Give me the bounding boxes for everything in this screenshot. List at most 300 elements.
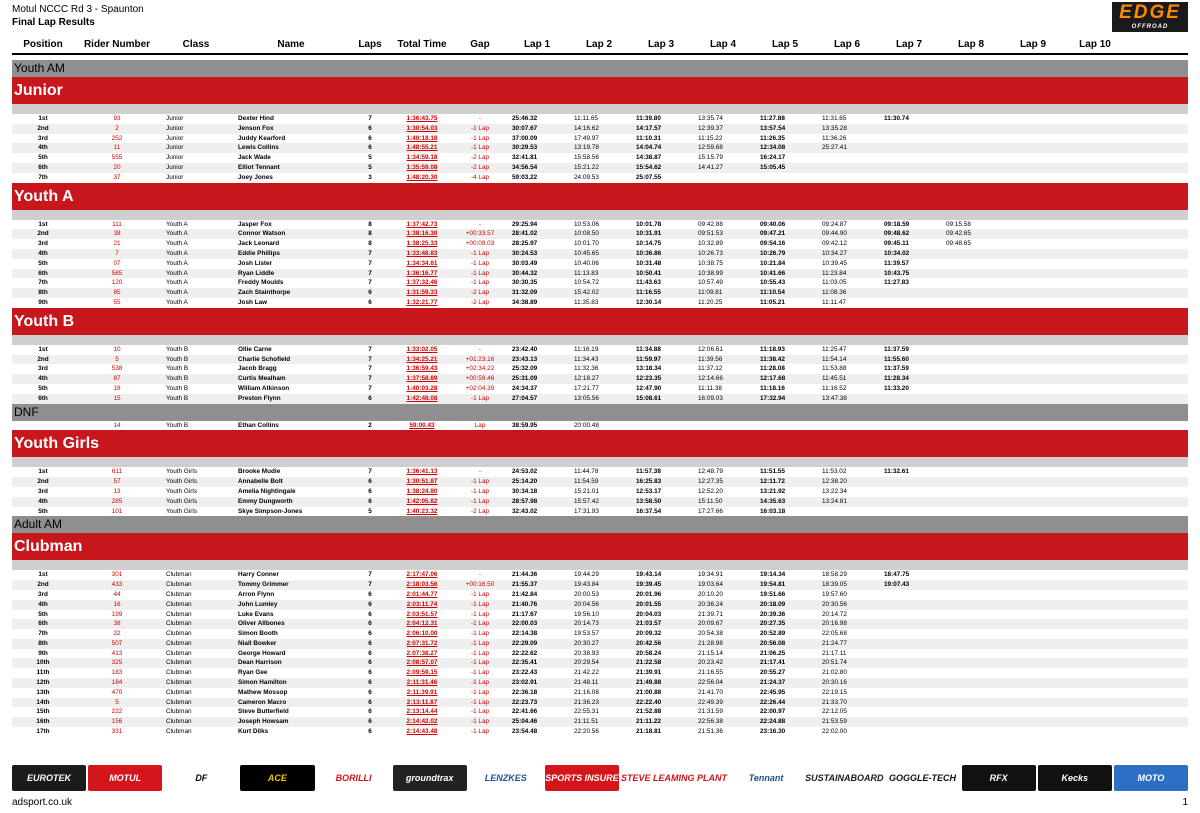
cell-name: Amelia Nightingale bbox=[238, 487, 296, 495]
cell-lap-5: 09:47.21 bbox=[760, 230, 786, 238]
cell-gap: -4 Lap bbox=[470, 173, 490, 181]
cell-lap-2: 11:44.78 bbox=[574, 468, 599, 476]
cell-name: Emmy Dungworth bbox=[238, 497, 293, 505]
cell-lap-1: 21:55.37 bbox=[512, 581, 538, 589]
cell-lap-5: 13:21.92 bbox=[760, 487, 786, 495]
cell-name: Jasper Fox bbox=[238, 220, 272, 228]
cell-lap-8 bbox=[940, 658, 1002, 668]
cell-lap-7: 09:18.59 bbox=[884, 220, 910, 228]
result-row bbox=[12, 394, 1188, 404]
cell-lap-3: 13:18.34 bbox=[636, 365, 662, 373]
cell-lap-1: 22:36.18 bbox=[512, 688, 538, 696]
cell-position: 6th bbox=[38, 163, 48, 171]
cell-name: Annabelle Bolt bbox=[238, 478, 283, 486]
cell-lap-1: 22:14.38 bbox=[512, 630, 538, 638]
cell-lap-8 bbox=[940, 487, 1002, 497]
cell-lap-4: 21:31.59 bbox=[698, 708, 723, 716]
cell-lap-10 bbox=[1064, 421, 1126, 431]
cell-rider-number: 222 bbox=[111, 708, 123, 716]
cell-gap: +02:34.22 bbox=[465, 365, 495, 373]
cell-lap-5: 22:00.97 bbox=[760, 708, 786, 716]
cell-lap-5: 22:45.95 bbox=[760, 688, 786, 696]
cell-lap-4: 12:39.37 bbox=[698, 124, 723, 132]
cell-rider-number: 156 bbox=[111, 718, 123, 726]
cell-lap-10 bbox=[1064, 364, 1126, 374]
cell-name: Tommy Grimmer bbox=[238, 581, 289, 589]
column-header: Lap 10 bbox=[1079, 39, 1111, 50]
cell-lap-6: 21:53.59 bbox=[822, 718, 847, 726]
edge-offroad-logo bbox=[1112, 2, 1188, 32]
result-row bbox=[12, 374, 1188, 384]
cell-lap-5: 11:38.42 bbox=[760, 355, 785, 363]
cell-lap-5: 11:26.35 bbox=[760, 134, 785, 142]
cell-lap-10 bbox=[1064, 288, 1126, 298]
cell-position: 17th bbox=[36, 728, 50, 736]
cell-name: Luke Evans bbox=[238, 610, 274, 618]
cell-lap-5: 21:06.25 bbox=[760, 649, 786, 657]
class-heading: Junior bbox=[12, 77, 1188, 104]
cell-lap-6: 21:33.70 bbox=[822, 698, 847, 706]
cell-lap-8 bbox=[940, 384, 1002, 394]
cell-lap-3: 12:30.14 bbox=[636, 298, 662, 306]
cell-name: Josh Law bbox=[238, 298, 268, 306]
cell-lap-4: 12:52.20 bbox=[698, 487, 723, 495]
cell-rider-number: 507 bbox=[111, 639, 123, 647]
cell-lap-7 bbox=[878, 507, 940, 517]
cell-position: 5th bbox=[38, 507, 48, 515]
sponsor-logo: LENZKES bbox=[469, 765, 543, 791]
cell-lap-1: 25:46.32 bbox=[512, 115, 538, 122]
cell-total-time: 1:36:43.75 bbox=[406, 115, 438, 122]
cell-lap-6: 20:30.56 bbox=[822, 600, 847, 608]
cell-lap-7 bbox=[878, 707, 940, 717]
cell-lap-4: 12:06.61 bbox=[698, 345, 723, 353]
cell-lap-10 bbox=[1064, 717, 1126, 727]
class-heading: Youth B bbox=[12, 308, 1188, 335]
cell-lap-10 bbox=[1064, 239, 1126, 249]
cell-position: 5th bbox=[38, 154, 48, 162]
cell-lap-9 bbox=[1002, 507, 1064, 517]
event-title: Motul NCCC Rd 3 - Spaunton bbox=[12, 4, 144, 15]
cell-lap-8: 09:48.65 bbox=[946, 240, 971, 248]
cell-lap-9 bbox=[1002, 629, 1064, 639]
cell-lap-5: 12:34.08 bbox=[760, 144, 786, 152]
cell-lap-7: 10:43.75 bbox=[884, 269, 910, 277]
class-heading: Youth Girls bbox=[12, 430, 1188, 457]
cell-lap-9 bbox=[1002, 580, 1064, 590]
cell-position: 5th bbox=[38, 259, 48, 267]
cell-rider-number: 5 bbox=[115, 698, 119, 706]
result-row bbox=[12, 220, 1188, 230]
cell-total-time: 1:33:02.05 bbox=[406, 345, 438, 353]
cell-lap-7 bbox=[878, 497, 940, 507]
cell-lap-8 bbox=[940, 364, 1002, 374]
cell-lap-5: 19:14.34 bbox=[760, 571, 786, 579]
sponsor-logo: SUSTAINABOARD bbox=[805, 765, 883, 791]
cell-total-time: 2:14:42.02 bbox=[406, 718, 438, 726]
cell-lap-2: 21:16.08 bbox=[574, 688, 599, 696]
cell-lap-5: 20:55.27 bbox=[760, 669, 786, 677]
cell-laps: 6 bbox=[368, 394, 372, 402]
cell-lap-10 bbox=[1064, 610, 1126, 620]
cell-lap-6: 11:23.84 bbox=[822, 269, 847, 277]
sponsor-logo: STEVE LEAMING PLANT bbox=[621, 765, 727, 791]
cell-lap-6 bbox=[816, 507, 878, 517]
cell-gap: -1 Lap bbox=[470, 478, 490, 486]
cell-lap-8 bbox=[940, 134, 1002, 144]
result-row bbox=[12, 229, 1188, 239]
cell-lap-8 bbox=[940, 477, 1002, 487]
cell-lap-1: 30:30.35 bbox=[512, 279, 538, 287]
class-heading: Youth A bbox=[12, 183, 1188, 210]
cell-total-time: 2:07:31.72 bbox=[406, 639, 438, 647]
cell-lap-9 bbox=[1002, 153, 1064, 163]
cell-total-time: 1:42:05.82 bbox=[406, 497, 438, 505]
result-row bbox=[12, 153, 1188, 163]
cell-rider-number: 538 bbox=[111, 365, 123, 373]
cell-laps: 5 bbox=[368, 154, 372, 162]
cell-lap-1: 22:41.66 bbox=[512, 708, 538, 716]
cell-gap: -1 Lap bbox=[470, 688, 490, 696]
cell-lap-5: 12:11.72 bbox=[760, 478, 785, 486]
cell-lap-8 bbox=[940, 143, 1002, 153]
cell-position: 2nd bbox=[37, 230, 49, 238]
result-row bbox=[12, 163, 1188, 173]
cell-lap-9 bbox=[1002, 239, 1064, 249]
cell-lap-4: 21:51.36 bbox=[698, 728, 723, 736]
cell-lap-10 bbox=[1064, 259, 1126, 269]
cell-laps: 6 bbox=[368, 679, 372, 687]
cell-lap-3: 16:25.83 bbox=[636, 478, 662, 486]
cell-lap-9 bbox=[1002, 163, 1064, 173]
result-row bbox=[12, 134, 1188, 144]
cell-lap-4: 14:41.27 bbox=[698, 163, 723, 171]
cell-lap-7 bbox=[878, 610, 940, 620]
cell-lap-10 bbox=[1064, 570, 1126, 580]
result-row bbox=[12, 698, 1188, 708]
cell-lap-10 bbox=[1064, 629, 1126, 639]
cell-name: Harry Conner bbox=[238, 571, 279, 579]
cell-name: Ryan Liddle bbox=[238, 269, 275, 277]
cell-lap-6: 11:03.05 bbox=[822, 279, 847, 287]
cell-lap-2: 11:35.83 bbox=[574, 298, 599, 306]
cell-total-time: 59:00.43 bbox=[409, 421, 435, 429]
cell-lap-2: 17:49.97 bbox=[574, 134, 599, 142]
cell-gap: -1 Lap bbox=[470, 279, 490, 287]
cell-lap-7 bbox=[878, 421, 940, 431]
cell-laps: 7 bbox=[368, 365, 372, 373]
cell-lap-4: 20:09.67 bbox=[698, 620, 723, 628]
cell-rider-number: 2 bbox=[115, 124, 119, 132]
cell-lap-1: 24:34.37 bbox=[512, 384, 538, 392]
category-heading: Adult AM bbox=[12, 516, 1188, 533]
cell-class: Youth B bbox=[166, 345, 189, 353]
cell-lap-4: 11:37.12 bbox=[698, 365, 723, 373]
cell-lap-8 bbox=[940, 269, 1002, 279]
cell-total-time: 1:37:58.89 bbox=[406, 375, 438, 383]
cell-position: 1st bbox=[38, 220, 48, 228]
cell-lap-8 bbox=[940, 727, 1002, 737]
result-row bbox=[12, 355, 1188, 365]
cell-gap: +00:16.50 bbox=[465, 581, 495, 589]
cell-lap-7: 11:37.59 bbox=[884, 345, 909, 353]
cell-total-time: 1:48:20.30 bbox=[406, 173, 438, 181]
cell-lap-3: 19:43.14 bbox=[636, 571, 662, 579]
cell-lap-5: 10:26.79 bbox=[760, 249, 786, 257]
cell-lap-9 bbox=[1002, 467, 1064, 477]
cell-lap-6: 09:42.12 bbox=[822, 240, 847, 248]
cell-lap-10 bbox=[1064, 649, 1126, 659]
cell-total-time: 2:06:10.00 bbox=[406, 630, 438, 638]
cell-lap-1: 24:53.02 bbox=[512, 468, 538, 476]
cell-total-time: 2:17:47.06 bbox=[406, 571, 438, 579]
cell-gap: - bbox=[478, 571, 482, 579]
cell-rider-number: 10 bbox=[113, 345, 121, 353]
cell-lap-2: 10:08.50 bbox=[574, 230, 599, 238]
cell-lap-7 bbox=[878, 658, 940, 668]
sponsor-logo: groundtrax bbox=[393, 765, 467, 791]
section-rows bbox=[12, 421, 1188, 431]
cell-gap: +00:59.46 bbox=[465, 375, 495, 383]
cell-name: William Atkinson bbox=[238, 384, 290, 392]
cell-total-time: 1:36:59.43 bbox=[406, 365, 438, 373]
cell-lap-5: 13:57.54 bbox=[760, 124, 786, 132]
result-row bbox=[12, 239, 1188, 249]
cell-lap-10 bbox=[1064, 134, 1126, 144]
cell-lap-3: 11:10.31 bbox=[636, 134, 661, 142]
cell-laps: 7 bbox=[368, 279, 372, 287]
cell-lap-6: 25:27.41 bbox=[822, 144, 847, 152]
cell-lap-2: 20:04.56 bbox=[574, 600, 599, 608]
cell-rider-number: 101 bbox=[111, 507, 123, 515]
cell-position: 2nd bbox=[37, 478, 49, 486]
cell-lap-7: 11:32.61 bbox=[884, 468, 909, 476]
column-header: Lap 1 bbox=[523, 39, 551, 50]
cell-name: Juddy Kearford bbox=[238, 134, 286, 142]
cell-total-time: 1:31:59.33 bbox=[406, 289, 438, 297]
sponsor-logo: BORILLI bbox=[317, 765, 391, 791]
cell-lap-8 bbox=[940, 497, 1002, 507]
result-row bbox=[12, 143, 1188, 153]
cell-laps: 7 bbox=[368, 384, 372, 392]
cell-total-time: 2:01:44.77 bbox=[406, 590, 438, 598]
cell-lap-9 bbox=[1002, 249, 1064, 259]
cell-name: Preston Flynn bbox=[238, 394, 281, 402]
cell-laps: 6 bbox=[368, 298, 372, 306]
cell-class: Clubman bbox=[166, 639, 192, 647]
cell-lap-7 bbox=[878, 678, 940, 688]
cell-lap-2: 20:30.27 bbox=[574, 639, 599, 647]
cell-name: Connor Watson bbox=[238, 230, 286, 238]
cell-gap: -1 Lap bbox=[470, 144, 490, 152]
cell-lap-8 bbox=[940, 639, 1002, 649]
cell-position: 1st bbox=[38, 571, 48, 579]
cell-laps: 6 bbox=[368, 728, 372, 736]
cell-laps: 6 bbox=[368, 649, 372, 657]
cell-lap-6: 11:36.26 bbox=[822, 134, 847, 142]
cell-gap: -2 Lap bbox=[470, 163, 490, 171]
cell-class: Youth A bbox=[166, 240, 188, 248]
cell-lap-8 bbox=[940, 394, 1002, 404]
cell-lap-2: 17:21.77 bbox=[574, 384, 599, 392]
cell-rider-number: 199 bbox=[111, 610, 123, 618]
cell-lap-3: 19:39.45 bbox=[636, 581, 662, 589]
cell-lap-9 bbox=[1002, 259, 1064, 269]
cell-total-time: 1:42:48.08 bbox=[406, 394, 438, 402]
cell-lap-3: 16:37.54 bbox=[636, 507, 662, 515]
cell-lap-9 bbox=[1002, 570, 1064, 580]
section-rows bbox=[12, 220, 1188, 308]
cell-lap-9 bbox=[1002, 288, 1064, 298]
cell-lap-7: 09:45.11 bbox=[884, 240, 909, 248]
cell-lap-4: 21:28.98 bbox=[698, 639, 723, 647]
cell-lap-3: 12:47.90 bbox=[636, 384, 662, 392]
cell-lap-1: 28:25.97 bbox=[512, 240, 538, 248]
cell-laps: 7 bbox=[368, 581, 372, 589]
cell-laps: 6 bbox=[368, 639, 372, 647]
result-row bbox=[12, 658, 1188, 668]
cell-lap-3: 11:43.63 bbox=[636, 279, 661, 287]
cell-class: Junior bbox=[166, 154, 184, 162]
cell-lap-8 bbox=[940, 249, 1002, 259]
cell-lap-8: 09:42.65 bbox=[946, 230, 971, 238]
cell-lap-10 bbox=[1064, 153, 1126, 163]
cell-lap-10 bbox=[1064, 269, 1126, 279]
column-header: Lap 4 bbox=[709, 39, 737, 50]
cell-lap-8: 09:15.58 bbox=[946, 220, 971, 228]
cell-position: 5th bbox=[38, 610, 48, 618]
cell-laps: 5 bbox=[368, 163, 372, 171]
cell-lap-5: 16:24.17 bbox=[760, 154, 786, 162]
cell-lap-10 bbox=[1064, 114, 1126, 124]
cell-gap: +02:04.39 bbox=[465, 384, 495, 392]
section-spacer bbox=[12, 457, 1188, 467]
cell-name: Jack Wade bbox=[238, 154, 271, 162]
result-row bbox=[12, 570, 1188, 580]
cell-class: Clubman bbox=[166, 630, 192, 638]
cell-lap-7 bbox=[878, 590, 940, 600]
cell-rider-number: 11 bbox=[113, 144, 121, 152]
column-header: Lap 5 bbox=[771, 39, 799, 50]
cell-lap-3: 15:08.61 bbox=[636, 394, 662, 402]
cell-lap-2: 20:29.54 bbox=[574, 659, 599, 667]
cell-rider-number: 15 bbox=[113, 394, 121, 402]
cell-gap: -1 Lap bbox=[470, 659, 490, 667]
cell-lap-10 bbox=[1064, 477, 1126, 487]
cell-position: 9th bbox=[38, 298, 48, 306]
cell-lap-3: 10:50.41 bbox=[636, 269, 662, 277]
cell-lap-3: 22:22.40 bbox=[636, 698, 662, 706]
cell-name: Brooke Mudie bbox=[238, 468, 281, 476]
cell-lap-7 bbox=[878, 639, 940, 649]
cell-lap-3: 14:04.74 bbox=[636, 144, 662, 152]
cell-laps: 6 bbox=[368, 718, 372, 726]
cell-lap-2: 13:05.56 bbox=[574, 394, 599, 402]
cell-gap: -1 Lap bbox=[470, 669, 490, 677]
cell-lap-6: 18:58.29 bbox=[822, 571, 847, 579]
cell-class: Junior bbox=[166, 144, 184, 152]
cell-lap-5: 10:41.66 bbox=[760, 269, 786, 277]
cell-position: 7th bbox=[38, 173, 48, 181]
result-row bbox=[12, 649, 1188, 659]
cell-lap-9 bbox=[1002, 298, 1064, 308]
result-row bbox=[12, 600, 1188, 610]
cell-class: Junior bbox=[166, 124, 184, 132]
cell-lap-1: 28:41.02 bbox=[512, 230, 538, 238]
cell-lap-2: 10:45.65 bbox=[574, 249, 599, 257]
cell-lap-6: 13:47.38 bbox=[822, 394, 847, 402]
cell-lap-1: 30:34.18 bbox=[512, 487, 538, 495]
cell-lap-7: 11:30.74 bbox=[884, 115, 909, 122]
cell-lap-2: 10:53.06 bbox=[574, 220, 599, 228]
cell-lap-8 bbox=[940, 580, 1002, 590]
section-spacer bbox=[12, 104, 1188, 114]
cell-lap-8 bbox=[940, 288, 1002, 298]
cell-lap-5 bbox=[754, 173, 816, 183]
cell-lap-7 bbox=[878, 600, 940, 610]
class-heading: Clubman bbox=[12, 533, 1188, 560]
cell-lap-7: 09:48.62 bbox=[884, 230, 910, 238]
cell-lap-4: 12:14.66 bbox=[698, 375, 723, 383]
cell-rider-number: 37 bbox=[113, 173, 121, 181]
cell-laps: 6 bbox=[368, 497, 372, 505]
cell-lap-4: 20:10.20 bbox=[698, 590, 723, 598]
cell-lap-2: 19:44.29 bbox=[574, 571, 599, 579]
cell-lap-8 bbox=[940, 688, 1002, 698]
cell-lap-3: 21:18.81 bbox=[636, 728, 662, 736]
cell-lap-3: 21:52.88 bbox=[636, 708, 662, 716]
cell-lap-6: 20:30.16 bbox=[822, 679, 847, 687]
cell-lap-3: 15:54.62 bbox=[636, 163, 662, 171]
cell-lap-9 bbox=[1002, 114, 1064, 124]
cell-total-time: 1:36:41.13 bbox=[406, 468, 438, 476]
cell-lap-4: 12:59.68 bbox=[698, 144, 723, 152]
cell-laps: 7 bbox=[368, 345, 372, 353]
column-header: Lap 3 bbox=[647, 39, 675, 50]
cell-class: Youth Girls bbox=[166, 497, 198, 505]
cell-name: John Lumley bbox=[238, 600, 278, 608]
cell-class: Clubman bbox=[166, 659, 192, 667]
cell-class: Youth A bbox=[166, 269, 188, 277]
cell-gap: Lap bbox=[474, 421, 486, 429]
cell-lap-7 bbox=[878, 288, 940, 298]
cell-lap-10 bbox=[1064, 707, 1126, 717]
cell-lap-6: 22:19.15 bbox=[822, 688, 847, 696]
cell-rider-number: 44 bbox=[113, 590, 121, 598]
cell-lap-1: 38:59.95 bbox=[512, 421, 538, 429]
cell-lap-10 bbox=[1064, 394, 1126, 404]
cell-class: Junior bbox=[166, 134, 184, 142]
cell-lap-7: 11:55.60 bbox=[884, 355, 909, 363]
cell-position: 11th bbox=[36, 669, 50, 677]
result-row bbox=[12, 288, 1188, 298]
cell-lap-10 bbox=[1064, 688, 1126, 698]
cell-lap-3: 12:23.35 bbox=[636, 375, 662, 383]
cell-rider-number: 7 bbox=[115, 249, 119, 257]
cell-lap-9 bbox=[1002, 658, 1064, 668]
cell-rider-number: 14 bbox=[113, 421, 121, 429]
result-row bbox=[12, 384, 1188, 394]
sponsor-logo: GOGGLE-TECH bbox=[885, 765, 959, 791]
cell-lap-5: 17:32.94 bbox=[760, 394, 786, 402]
result-row bbox=[12, 269, 1188, 279]
cell-gap: -1 Lap bbox=[470, 630, 490, 638]
cell-lap-10 bbox=[1064, 298, 1126, 308]
cell-lap-8 bbox=[940, 507, 1002, 517]
cell-class: Youth B bbox=[166, 394, 189, 402]
cell-lap-1: 28:57.98 bbox=[512, 497, 538, 505]
result-row bbox=[12, 707, 1188, 717]
